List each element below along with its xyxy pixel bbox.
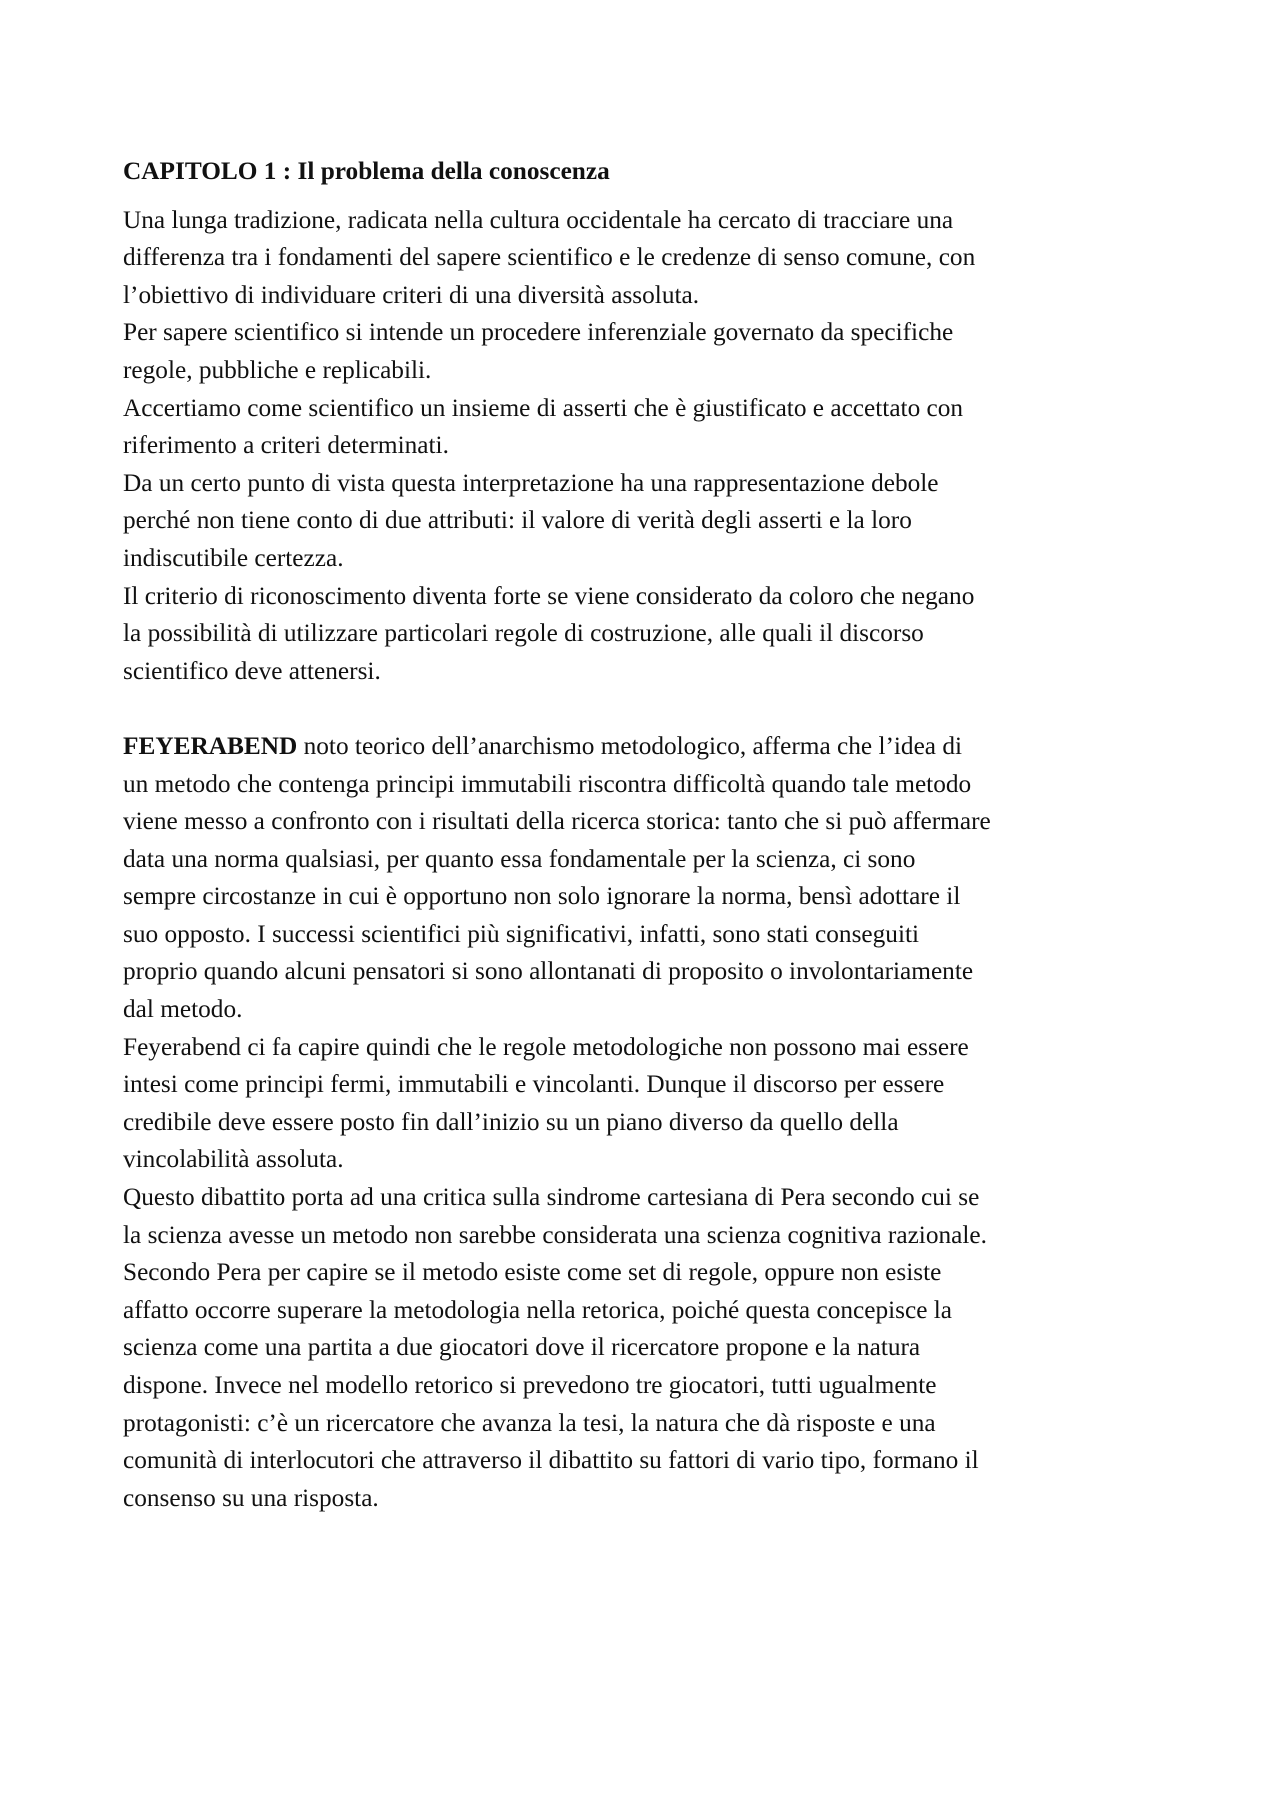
text-line (123, 728, 1183, 766)
text-line: data una norma qualsiasi, per quanto essa fondamentale per la scienza, ci sono (123, 844, 916, 873)
text-line: Per sapere scientifico si intende un procedere inferenziale governato da specifiche (123, 318, 954, 347)
text-line: un metodo che contenga principi immutabili riscontra difficoltà quando tale metodo (123, 769, 972, 798)
text-line: Feyerabend ci fa capire quindi che le regole metodologiche non possono mai essere (123, 1032, 969, 1061)
text-line: Da un certo punto di vista questa interpretazione ha una rappresentazione debole (123, 468, 939, 497)
text-line: consenso su una risposta. (123, 1483, 379, 1512)
text-line: l’obiettivo di individuare criteri di una diversità assoluta. (123, 280, 700, 309)
text-line: riferimento a criteri determinati. (123, 431, 449, 460)
text-line: comunità di interlocutori che attraverso il dibattito su fattori di vario tipo, formano il (123, 1446, 979, 1475)
text-line: affatto occorre superare la metodologia nella retorica, poiché questa concepisce la (123, 1295, 953, 1324)
text-line: scienza come una partita a due giocatori dove il ricercatore propone e la natura (123, 1333, 921, 1362)
chapter-heading: CAPITOLO 1 : Il problema della conoscenza (123, 157, 610, 185)
text-line: vincolabilità assoluta. (123, 1145, 344, 1174)
text-line: dispone. Invece nel modello retorico si prevedono tre giocatori, tutti ugualmente (123, 1371, 937, 1399)
text-line: la scienza avesse un metodo non sarebbe considerata una scienza cognitiva razionale. (123, 1220, 987, 1249)
text-line: viene messo a confronto con i risultati della ricerca storica: tanto che si può affermare (123, 807, 991, 836)
document-body (123, 153, 1183, 1517)
text-line: Secondo Pera per capire se il metodo esiste come set di regole, oppure non esiste (123, 1258, 942, 1287)
text-line: perché non tiene conto di due attributi: il valore di verità degli asserti e la loro (123, 506, 912, 535)
text-line: differenza tra i fondamenti del sapere scientifico e le credenze di senso comune, con (123, 243, 976, 272)
text-line: Il criterio di riconoscimento diventa forte se viene considerato da coloro che negano (123, 581, 975, 610)
text-line: intesi come principi fermi, immutabili e vincolanti. Dunque il discorso per essere (123, 1070, 945, 1099)
feyerabend-name: FEYERABEND (123, 731, 298, 760)
lead-sentence: noto teorico dell’anarchismo metodologico, afferma che l’idea di (297, 731, 963, 760)
text-line: suo opposto. I successi scientifici più significativi, infatti, sono stati conseguiti (123, 919, 920, 948)
paragraph-spacer (123, 690, 1183, 728)
text-line: sempre circostanze in cui è opportuno non solo ignorare la norma, bensì adottare il (123, 882, 961, 911)
paragraph-intro (123, 202, 1183, 691)
text-line: Questo dibattito porta ad una critica sulla sindrome cartesiana di Pera secondo cui se (123, 1183, 980, 1212)
text-line: dal metodo. (123, 995, 243, 1024)
text-line: scientifico deve attenersi. (123, 656, 381, 685)
text-line: credibile deve essere posto fin dall’inizio su un piano diverso da quello della (123, 1107, 899, 1136)
text-line: Accertiamo come scientifico un insieme di asserti che è giustificato e accettato con (123, 393, 964, 422)
text-line: Una lunga tradizione, radicata nella cultura occidentale ha cercato di tracciare una (123, 205, 954, 234)
text-line: protagonisti: c’è un ricercatore che avanza la tesi, la natura che dà risposte e una (123, 1408, 936, 1437)
paragraph-feyerabend (123, 728, 1183, 1517)
text-line: regole, pubbliche e replicabili. (123, 355, 432, 384)
text-line: la possibilità di utilizzare particolari regole di costruzione, alle quali il discorso (123, 619, 924, 648)
text-line: proprio quando alcuni pensatori si sono allontanati di proposito o involontariamente (123, 957, 974, 986)
text-line: indiscutibile certezza. (123, 543, 344, 572)
